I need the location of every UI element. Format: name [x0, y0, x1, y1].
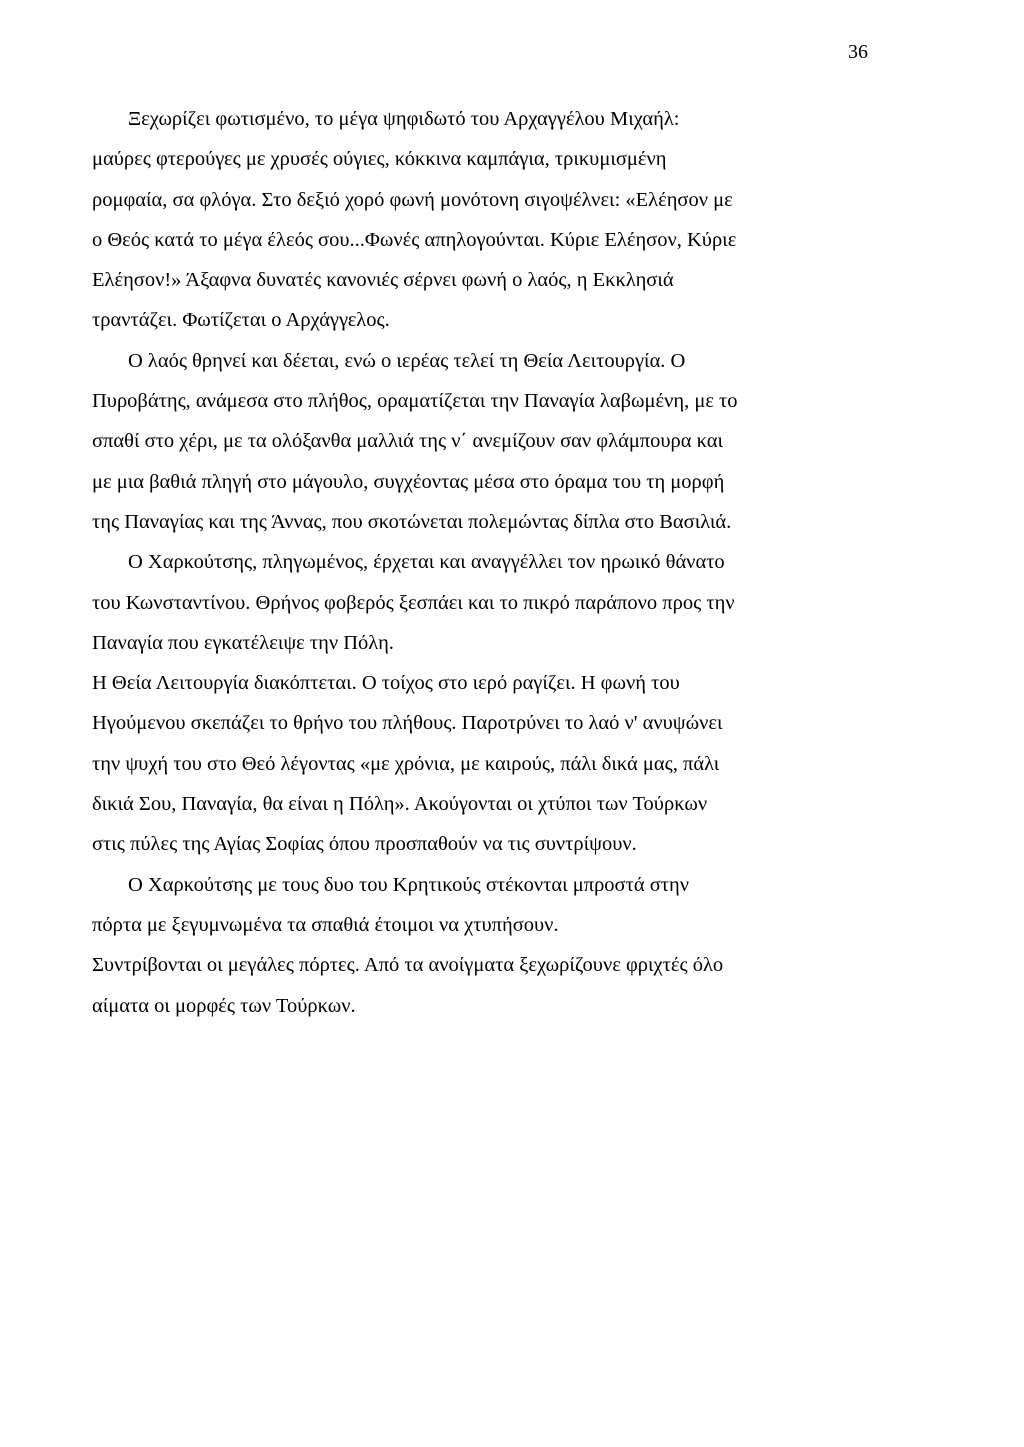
- text-line: Ο Χαρκούτσης με τους δυο του Κρητικούς στέκονται μπροστά στην: [128, 873, 689, 896]
- text-line: μαύρες φτερούγες με χρυσές ούγιες, κόκκινα καμπάγια, τρικυμισμένη: [92, 148, 667, 171]
- text-line: ρομφαία, σα φλόγα. Στο δεξιό χορό φωνή μονότονη σιγοψέλνει: «Ελέησον με: [92, 188, 733, 211]
- text-line: Ξεχωρίζει φωτισμένο, το μέγα ψηφιδωτό του Αρχαγγέλου Μιχαήλ:: [128, 108, 680, 130]
- text-line: πόρτα με ξεγυμνωμένα τα σπαθιά έτοιμοι να χτυπήσουν.: [92, 913, 559, 936]
- text-line: ο Θεός κατά το μέγα έλεός σου...Φωνές απηλογούνται. Κύριε Ελέησον, Κύριε: [92, 228, 737, 251]
- text-line: του Κωνσταντίνου. Θρήνος φοβερός ξεσπάει και το πικρό παράπονο προς την: [92, 591, 735, 614]
- text-line: στις πύλες της Αγίας Σοφίας όπου προσπαθούν να τις συντρίψουν.: [92, 833, 637, 856]
- page-number: 36: [848, 41, 868, 63]
- text-line: Πυροβάτης, ανάμεσα στο πλήθος, οραματίζεται την Παναγία λαβωμένη, με το: [92, 390, 738, 413]
- text-line: με μια βαθιά πληγή στο μάγουλο, συγχέοντας μέσα στο όραμα του τη μορφή: [92, 470, 725, 493]
- text-line: τραντάζει. Φωτίζεται ο Αρχάγγελος.: [92, 309, 390, 332]
- text-line: αίματα οι μορφές των Τούρκων.: [92, 994, 356, 1017]
- text-line: Ηγούμενου σκεπάζει το θρήνο του πλήθους. Παροτρύνει το λαό ν' ανυψώνει: [92, 712, 723, 735]
- text-line: Παναγία που εγκατέλειψε την Πόλη.: [92, 631, 394, 654]
- text-line: της Παναγίας και της Άννας, που σκοτώνεται πολεμώντας δίπλα στο Βασιλιά.: [92, 510, 732, 533]
- body-text: [92, 99, 864, 1026]
- text-line: Ο λαός θρηνεί και δέεται, ενώ ο ιερέας τελεί τη Θεία Λειτουργία. Ο: [128, 349, 686, 372]
- text-line: δικιά Σου, Παναγία, θα είναι η Πόλη». Ακούγονται οι χτύποι των Τούρκων: [92, 793, 708, 816]
- text-line: Συντρίβονται οι μεγάλες πόρτες. Από τα ανοίγματα ξεχωρίζουνε φριχτές όλο: [92, 954, 724, 977]
- text-line: Ο Χαρκούτσης, πληγωμένος, έρχεται και αναγγέλλει τον ηρωικό θάνατο: [128, 551, 725, 574]
- text-line: σπαθί στο χέρι, με τα ολόξανθα μαλλιά της ν΄ ανεμίζουν σαν φλάμπουρα και: [92, 430, 724, 453]
- text-line: Η Θεία Λειτουργία διακόπτεται. Ο τοίχος στο ιερό ραγίζει. Η φωνή του: [92, 672, 680, 695]
- text-line: την ψυχή του στο Θεό λέγοντας «με χρόνια, με καιρούς, πάλι δικά μας, πάλι: [92, 752, 720, 775]
- text-line: Ελέησον!» Άξαφνα δυνατές κανονιές σέρνει φωνή ο λαός, η Εκκλησιά: [92, 269, 674, 292]
